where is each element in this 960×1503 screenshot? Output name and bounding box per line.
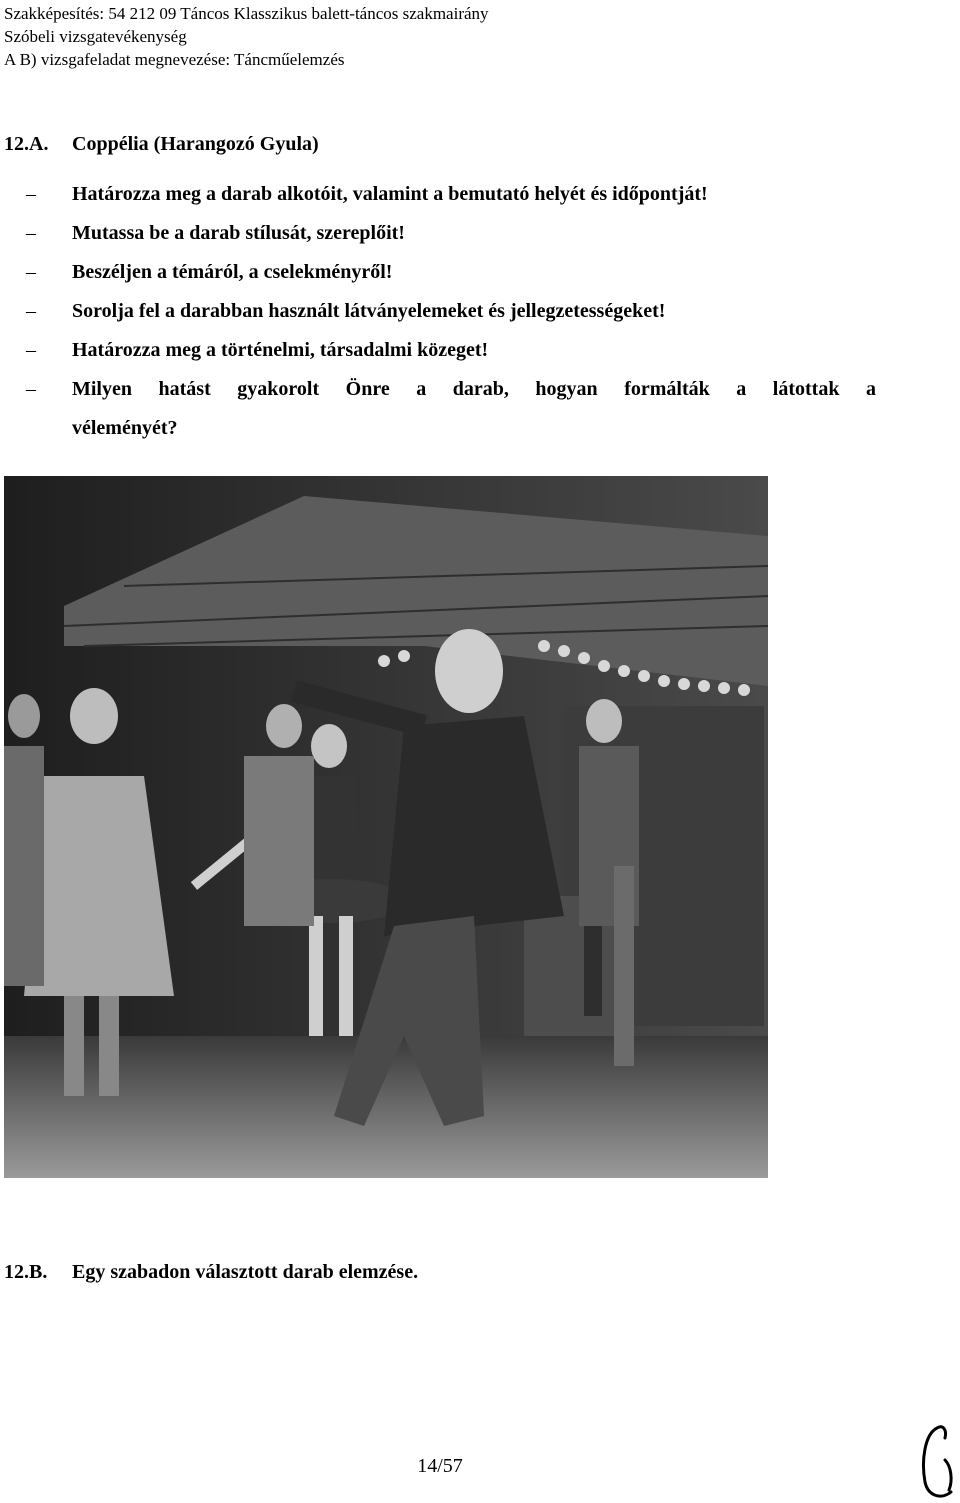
dash-bullet: – (26, 183, 36, 205)
question-item (26, 370, 876, 409)
question-text: Mutassa be a darab stílusát, szereplőit! (72, 222, 405, 244)
task-b-title (4, 1261, 418, 1284)
question-continuation: véleményét? (72, 417, 178, 439)
question-text: Milyen hatást gyakorolt Önre a darab, hogyan formálták a látottak a (72, 378, 876, 400)
header-task-name: A B) vizsgafeladat megnevezése: Táncműelemzés (4, 50, 345, 69)
stage-photo (4, 476, 768, 1178)
task-a-title-text: Coppélia (Harangozó Gyula) (72, 133, 319, 155)
header-qualification: Szakképesítés: 54 212 09 Táncos Klasszikus balett-táncos szakmairány (4, 4, 489, 23)
question-item (26, 253, 876, 292)
page-number: 14/57 (417, 1455, 463, 1477)
task-a-title (4, 133, 319, 156)
question-text: Határozza meg a történelmi, társadalmi közeget! (72, 339, 489, 361)
header-exam-type: Szóbeli vizsgatevékenység (4, 27, 187, 46)
task-a-questions (26, 175, 876, 448)
dash-bullet: – (26, 222, 36, 244)
question-item (26, 292, 876, 331)
task-b-number: 12.B. (4, 1261, 48, 1283)
question-item (26, 175, 876, 214)
question-item (26, 331, 876, 370)
dash-bullet: – (26, 261, 36, 283)
document-header (4, 2, 489, 71)
dash-bullet: – (26, 378, 36, 400)
signature-mark (915, 1420, 960, 1503)
task-b-title-text: Egy szabadon választott darab elemzése. (72, 1261, 419, 1283)
dash-bullet: – (26, 339, 36, 361)
question-text: Beszéljen a témáról, a cselekményről! (72, 261, 393, 283)
dash-bullet: – (26, 300, 36, 322)
question-text: Sorolja fel a darabban használt látványelemeket és jellegzetességeket! (72, 300, 666, 322)
question-item (26, 214, 876, 253)
stage-photo-illustration (4, 476, 768, 1178)
task-a-number: 12.A. (4, 133, 49, 155)
question-text: Határozza meg a darab alkotóit, valamint a bemutató helyét és időpontját! (72, 183, 708, 205)
